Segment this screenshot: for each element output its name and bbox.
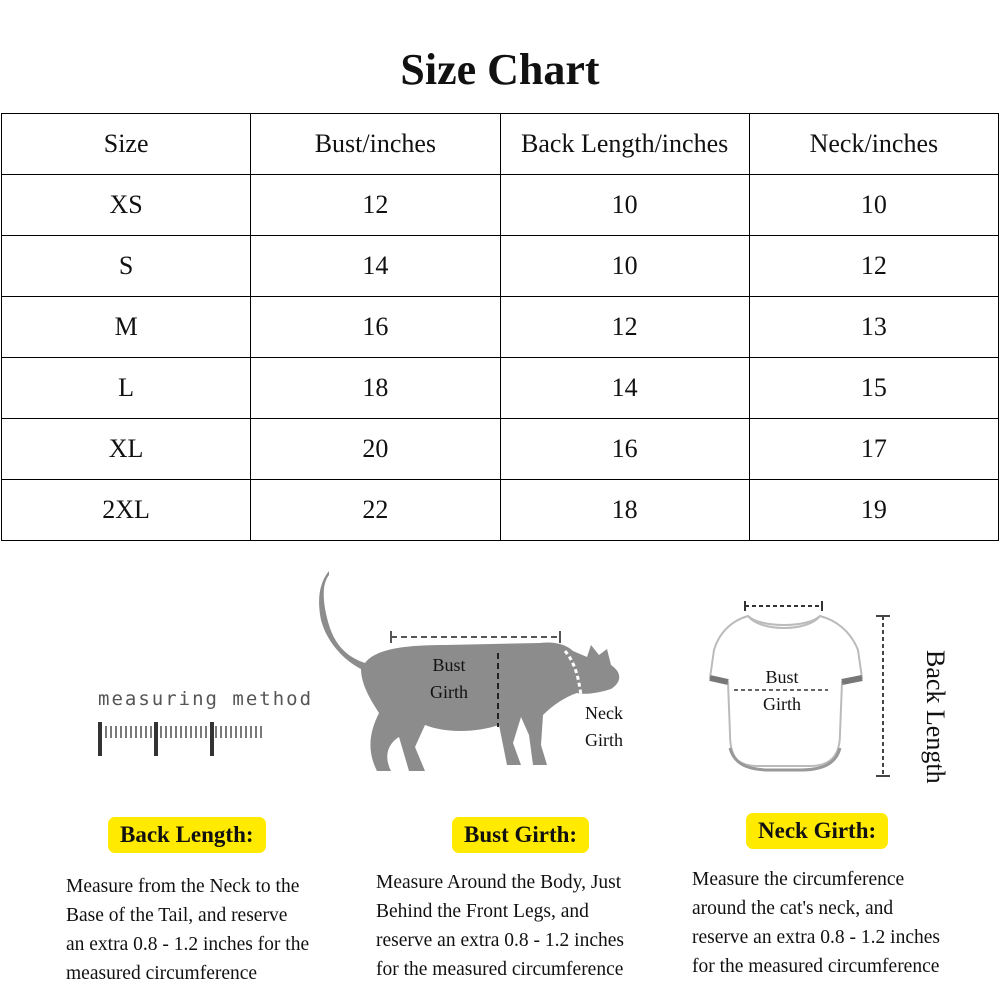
- desc-line: measured circumference: [66, 963, 258, 984]
- header-size: Size: [2, 114, 251, 175]
- back-length-description: [66, 872, 366, 988]
- desc-line: reserve an extra 0.8 - 1.2 inches: [692, 927, 940, 948]
- cell-back-length: 18: [500, 480, 749, 541]
- neck-girth-heading: Neck Girth:: [746, 813, 888, 849]
- measuring-method-label: measuring method: [98, 688, 314, 710]
- cell-size: XS: [2, 175, 251, 236]
- cell-back-length: 16: [500, 419, 749, 480]
- table-row: [2, 358, 999, 419]
- cat-neck-girth-label: [568, 700, 640, 754]
- cell-back-length: 10: [500, 175, 749, 236]
- table-row: [2, 419, 999, 480]
- bust-girth-description: [376, 868, 681, 984]
- cell-bust: 20: [251, 419, 500, 480]
- cell-size: S: [2, 236, 251, 297]
- cell-neck: 13: [749, 297, 998, 358]
- desc-line: Measure Around the Body, Just: [376, 872, 622, 893]
- desc-line: reserve an extra 0.8 - 1.2 inches: [376, 930, 624, 951]
- bust-girth-heading: Bust Girth:: [452, 817, 589, 853]
- shirt-bust-label-line1: Bust: [765, 667, 799, 687]
- shirt-bust-girth-label: [745, 664, 819, 718]
- cell-bust: 14: [251, 236, 500, 297]
- table-row: [2, 297, 999, 358]
- ruler-icon: [96, 720, 271, 760]
- cell-neck: 17: [749, 419, 998, 480]
- cell-bust: 12: [251, 175, 500, 236]
- desc-line: for the measured circumference: [692, 956, 940, 977]
- table-header-row: [2, 114, 999, 175]
- desc-line: for the measured circumference: [376, 959, 624, 980]
- cell-bust: 22: [251, 480, 500, 541]
- back-length-heading: Back Length:: [108, 817, 266, 853]
- size-table: [1, 113, 999, 541]
- cell-back-length: 10: [500, 236, 749, 297]
- cell-size: M: [2, 297, 251, 358]
- neck-girth-description: [692, 865, 992, 981]
- cell-bust: 18: [251, 358, 500, 419]
- cell-bust: 16: [251, 297, 500, 358]
- table-row: [2, 236, 999, 297]
- cat-bust-label-line1: Bust: [432, 655, 466, 675]
- desc-line: Behind the Front Legs, and: [376, 901, 589, 922]
- cell-neck: 12: [749, 236, 998, 297]
- desc-line: Measure the circumference: [692, 869, 905, 890]
- cell-size: 2XL: [2, 480, 251, 541]
- cat-bust-girth-label: [413, 652, 485, 706]
- desc-line: around the cat's neck, and: [692, 898, 894, 919]
- table-row: [2, 480, 999, 541]
- table-row: [2, 175, 999, 236]
- cell-back-length: 12: [500, 297, 749, 358]
- desc-line: an extra 0.8 - 1.2 inches for the: [66, 934, 310, 955]
- desc-line: Base of the Tail, and reserve: [66, 905, 288, 926]
- cell-back-length: 14: [500, 358, 749, 419]
- cell-neck: 10: [749, 175, 998, 236]
- cell-neck: 15: [749, 358, 998, 419]
- cat-neck-label-line2: Girth: [585, 730, 623, 750]
- page-title: Size Chart: [400, 45, 600, 94]
- header-back-length: Back Length/inches: [500, 114, 749, 175]
- cell-neck: 19: [749, 480, 998, 541]
- header-bust: Bust/inches: [251, 114, 500, 175]
- shirt-bust-label-line2: Girth: [763, 694, 801, 714]
- back-length-label: Back Length: [921, 650, 950, 784]
- cell-size: L: [2, 358, 251, 419]
- desc-line: Measure from the Neck to the: [66, 876, 300, 897]
- header-neck: Neck/inches: [749, 114, 998, 175]
- cell-size: XL: [2, 419, 251, 480]
- cat-neck-label-line1: Neck: [585, 703, 623, 723]
- cat-bust-label-line2: Girth: [430, 682, 468, 702]
